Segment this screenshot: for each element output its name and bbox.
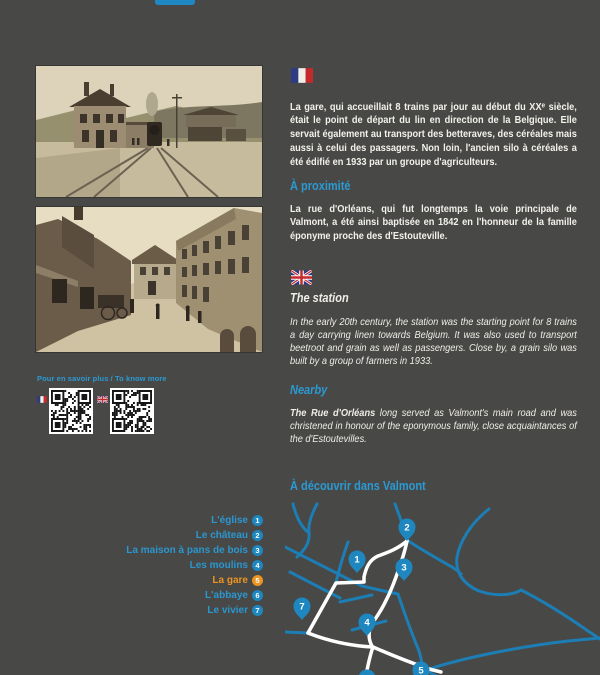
valmont-map: [285, 495, 600, 675]
qr-section-label: Pour en savoir plus / To know more: [37, 374, 167, 383]
french-flag-icon: [291, 68, 313, 88]
discover-title: À découvrir dans Valmont: [290, 479, 426, 493]
map-pin-6: [359, 670, 376, 675]
legend-item-chateau: [20, 528, 263, 543]
map-pin-2: [399, 519, 416, 542]
legend-number-badge: 3: [252, 545, 263, 556]
english-paragraph2-lead: The Rue d'Orléans: [290, 406, 376, 419]
map-pin-number: 2: [404, 522, 410, 534]
legend-label: La maison à pans de bois: [126, 545, 248, 556]
qr-code-french: [49, 388, 93, 434]
french-flag-icon-small: [37, 390, 47, 397]
map-pin-4: [359, 614, 376, 637]
uk-flag-icon: [291, 270, 312, 290]
map-pin-number: 5: [418, 665, 424, 675]
map-pin-number: 3: [401, 562, 407, 574]
french-subheading-nearby: À proximité: [290, 179, 351, 193]
english-paragraph-station: In the early 20th century, the station was the starting point for 8 trains a day carrying linen towards Belgium. It was also used to transport beetroot and grain as well as passengers. Close by, a grain silo was built by a group of farmers in 1933.: [290, 315, 577, 368]
legend-number-badge: 6: [252, 590, 263, 601]
legend-number-badge: 5: [252, 575, 263, 586]
legend-label: L'église: [211, 515, 248, 526]
map-pin-number: 7: [299, 601, 305, 613]
french-paragraph2-lead: La rue d'Orléans,: [290, 202, 375, 215]
english-paragraph-street: [290, 407, 577, 447]
street-photo: [36, 207, 262, 352]
station-photo: [36, 66, 262, 197]
map-legend: [20, 513, 263, 618]
legend-label: L'abbaye: [205, 590, 248, 601]
map-pin-3: [396, 559, 413, 582]
legend-number-badge: 1: [252, 515, 263, 526]
french-paragraph2-body: qui fut longtemps la voie principale de Valmont, a été ainsi baptisée en 1842 en l'honneur de la famille éponyme proche des d'Estouteville.: [290, 202, 577, 243]
legend-label: Le château: [195, 530, 248, 541]
qr-code-english: [110, 388, 154, 434]
station-photo-art: [36, 66, 262, 197]
legend-number-badge: 2: [252, 530, 263, 541]
map-pin-7: [294, 598, 311, 621]
english-paragraph2-body: long served as Valmont's main road and was christened in honour of the eponymous family, close acquaintances of the d'Estoutevilles.: [290, 406, 577, 445]
uk-flag-icon-small: [97, 390, 108, 397]
street-photo-art: [36, 207, 262, 352]
english-heading-station: The station: [290, 291, 349, 305]
map-pin-number: 4: [364, 617, 370, 629]
legend-item-gare: [20, 573, 263, 588]
legend-item-moulins: [20, 558, 263, 573]
french-paragraph-street: [290, 203, 577, 244]
map-pin-1: [349, 551, 366, 574]
map-pin-number: 1: [354, 554, 360, 566]
top-tab: [155, 0, 195, 5]
legend-label: Les moulins: [189, 560, 248, 571]
legend-item-abbaye: [20, 588, 263, 603]
french-paragraph-lead: La gare,: [290, 100, 327, 113]
french-paragraph-station: [290, 101, 577, 170]
qr-pattern: [51, 390, 91, 432]
qr-pattern: [112, 390, 152, 432]
legend-item-vivier: [20, 603, 263, 618]
legend-label: Le vivier: [207, 605, 248, 616]
legend-label: La gare: [212, 575, 248, 586]
legend-number-badge: 7: [252, 605, 263, 616]
legend-item-eglise: [20, 513, 263, 528]
legend-item-maison: [20, 543, 263, 558]
legend-number-badge: 4: [252, 560, 263, 571]
french-paragraph-body: qui accueillait 8 trains par jour au début du XXᵉ siècle, était le point de départ du lin en direction de la Belgique. Elle servait également au transport des betteraves, des céréales mais aussi à celui des passagers. Non loin, l'ancien silo à céréales a été édifié en 1933 par un groupe d'agriculteurs.: [290, 100, 577, 168]
english-subheading-nearby: Nearby: [290, 383, 328, 397]
